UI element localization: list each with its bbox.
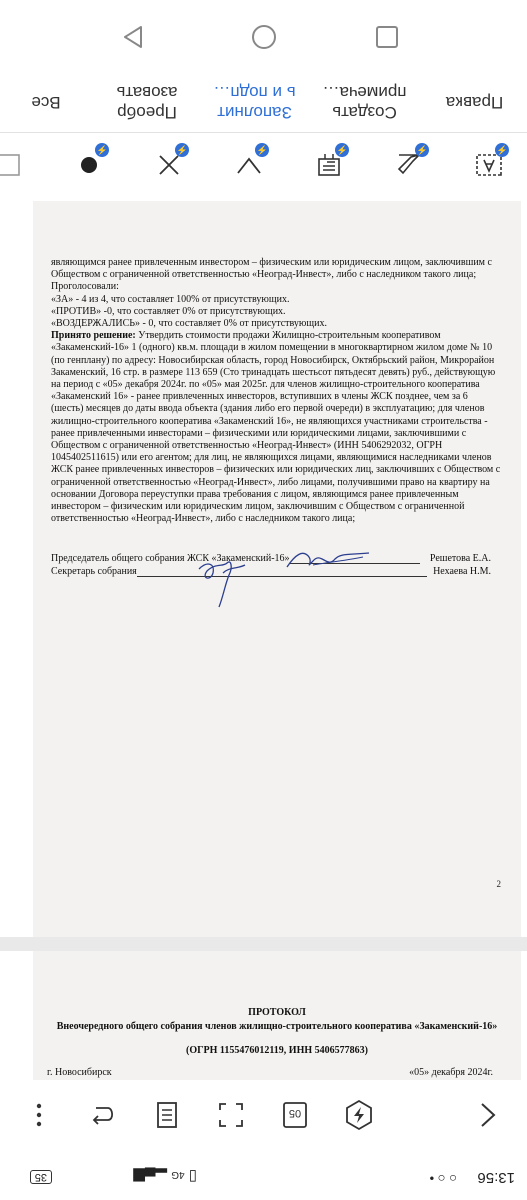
signal-icon: ▂▄▆ <box>133 1168 168 1185</box>
battery-indicator: 35 <box>30 1170 52 1184</box>
secretary-name: Нехаева Н.М. <box>433 566 491 577</box>
cross-tool[interactable] <box>151 141 187 181</box>
ai-badge-icon: ⚡ <box>176 145 188 155</box>
secretary-signature-icon <box>193 553 253 611</box>
votes-heading: Проголосовали: <box>51 281 119 293</box>
menu-tabs <box>0 72 527 132</box>
vibrate-icon: ▯ <box>188 1168 197 1185</box>
checkbox-icon <box>0 151 23 179</box>
decision-paragraph <box>51 330 501 525</box>
protocol-title: ПРОТОКОЛ <box>248 1007 306 1018</box>
decision-text: Утвердить стоимости продажи Жилищно-строительным кооперативом «Закаменский-16» 1 (одного) кв.м. площади в жилом помещении в многоквартирном жилом доме № 10 (по генплану) по адресу: Новосибирская область, город Новосибирск, Октябрьский район, Микрорайон Закаменский, 16 стр. в размере 113 659 (Сто тринадцать шестьсот пятьдесят девять) руб., действующую на период с «05» декабря 2024г. по «05» мая 2025г. для членов жилищно-строительного кооператива «Закаменский 16» - ранее привлеченных инвесторов, вступивших в члены ЖСК позднее, чем за 6 (шесть) месяцев до даты ввода объекта (здания либо его первой очереди) в эксплуатацию; для членов жилищно-строительного кооператива «Закаменский 16», не являющихся участниками строительства - ранее привлеченными инвесторами – физическими или юридическими лицами, заключившими с Обществом с ограниченной ответственностью «Неоград-Инвест» (ИНН 5406292032, ОГРН 1045402511615) или его агентом; для лиц, не являющихся лицами, являющимися наследниками членов ЖСК ранее привлеченных инвесторов – физических или юридических лиц, заключивших с Обществом с ограниченной ответственностью «Неоград-Инвест», либо лицами, получившими право на квартиру на основании Договора переуступки права требования с лицом, являющимся ранее привлеченным инвестором – физическим или юридическим лицом, заключившим с Обществом с ограниченной ответственностью «Неоград-Инвест», либо с наследником такого лица; <box>51 330 501 525</box>
signature-tool[interactable] <box>391 141 427 181</box>
signature-line <box>137 567 427 577</box>
undo-icon <box>86 1098 120 1132</box>
svg-text:05: 05 <box>288 1107 302 1119</box>
paragraph: являющимся ранее привлеченным инвестором – физическим или юридическим лицом, заключившим с Обществом с ограниченной ответственностью «Неоград-Инвест», либо с наследником такого лица; <box>51 257 492 281</box>
tab-fill-sign[interactable]: Заполнит ь и подп… <box>213 83 296 122</box>
signatures-block <box>51 553 501 579</box>
protocol-city: г. Новосибирск <box>47 1067 112 1078</box>
fullscreen-icon <box>214 1098 248 1132</box>
text-field-tool[interactable] <box>471 141 507 181</box>
checkbox-tool[interactable] <box>0 141 27 181</box>
secretary-label: Секретарь собрания <box>51 566 137 577</box>
system-navigation-bar <box>0 0 527 72</box>
page-counter-icon <box>278 1098 312 1132</box>
tab-all[interactable]: Все <box>31 93 61 112</box>
back-triangle-icon <box>121 24 147 50</box>
document-icon <box>150 1098 184 1132</box>
notification-dots <box>430 1171 457 1186</box>
chair-label: Председатель общего собрания ЖСК «Закаменский-16» <box>51 553 290 564</box>
chair-signature-row <box>51 553 501 566</box>
stamp-tool[interactable] <box>311 141 347 181</box>
protocol-subtitle: Внеочередного общего собрания членов жилищно-строительного кооператива «Закаменский-16» <box>56 1021 498 1032</box>
tab-edit[interactable]: Правка <box>445 93 504 112</box>
ai-assistant-button[interactable] <box>342 1098 376 1132</box>
chair-signature-icon <box>283 545 373 575</box>
annotation-toolbar <box>0 133 527 195</box>
undo-button[interactable] <box>86 1098 120 1132</box>
fullscreen-button[interactable] <box>214 1098 248 1132</box>
protocol-ids: (ОГРН 1155476012119, ИНН 5406577863) <box>186 1045 368 1056</box>
more-vertical-icon <box>22 1098 56 1132</box>
document-text <box>51 257 501 525</box>
tab-convert[interactable]: Преобр азовать <box>116 83 178 122</box>
vote-abstain: «ВОЗДЕРЖАЛИСЬ» - 0, что составляет 0% от присутствующих. <box>51 318 327 330</box>
square-icon <box>374 24 400 50</box>
notification-icon: ○ ○ • <box>429 1171 457 1186</box>
back-button[interactable] <box>119 22 147 50</box>
network-type: 4G <box>171 1169 185 1180</box>
recents-button[interactable] <box>372 22 400 50</box>
status-bar <box>0 1150 527 1200</box>
document-page <box>33 201 521 937</box>
status-time: 13:56 <box>477 1169 515 1186</box>
decision-label: Принято решение: <box>51 330 136 342</box>
page-counter-button[interactable] <box>278 1098 312 1132</box>
page-separator <box>0 937 527 951</box>
dot-tool[interactable] <box>71 141 107 181</box>
vote-against: «ПРОТИВ» -0, что составляет 0% от присутствующих. <box>51 305 286 317</box>
page-number: 2 <box>496 879 501 889</box>
home-button[interactable] <box>249 22 277 50</box>
next-button[interactable] <box>470 1098 504 1132</box>
chair-name: Решетова Е.А. <box>429 553 491 564</box>
page-view-button[interactable] <box>150 1098 184 1132</box>
line-tool[interactable] <box>231 141 267 181</box>
document-page-2 <box>33 951 521 1081</box>
bottom-toolbar <box>0 1080 527 1150</box>
more-button[interactable] <box>22 1098 56 1132</box>
ai-badge-icon: ⚡ <box>96 145 108 155</box>
circle-icon <box>251 24 277 50</box>
tab-create-note[interactable]: Создать примеча… <box>322 83 407 122</box>
ai-badge-icon: ⚡ <box>336 145 348 155</box>
ai-badge-icon: ⚡ <box>256 145 268 155</box>
vote-for: «ЗА» - 4 из 4, что составляет 100% от присутствующих. <box>51 293 290 305</box>
chevron-right-icon <box>470 1098 504 1132</box>
ai-badge-icon: ⚡ <box>496 145 508 155</box>
ai-badge-icon: ⚡ <box>416 145 428 155</box>
ai-bolt-icon <box>342 1098 376 1132</box>
secretary-signature-row <box>51 566 501 579</box>
protocol-date: «05» декабря 2024г. <box>409 1067 493 1078</box>
signal-indicators <box>133 1168 197 1186</box>
